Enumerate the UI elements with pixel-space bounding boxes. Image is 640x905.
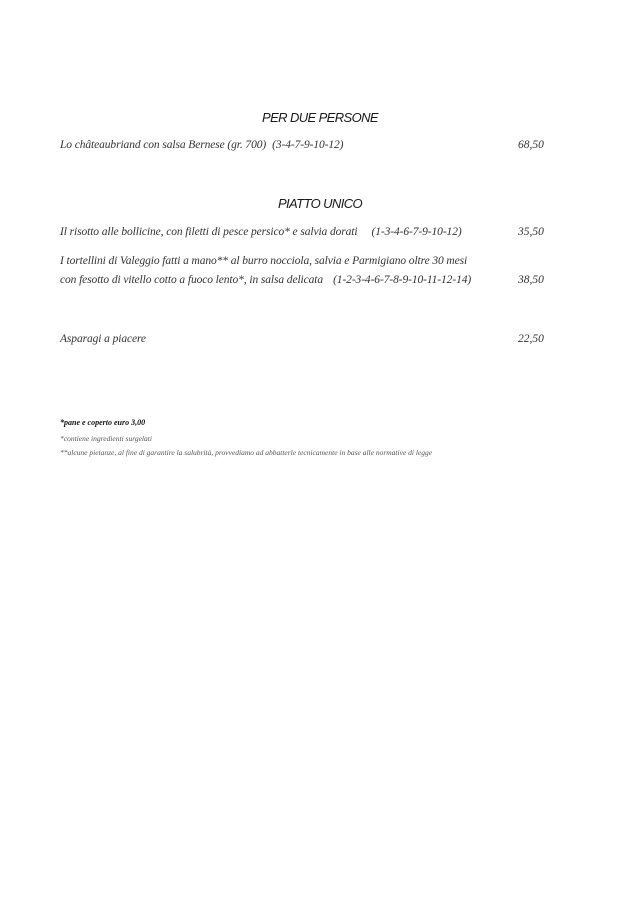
menu-item-risotto <box>60 226 462 238</box>
item-price: 38,50 <box>518 274 544 286</box>
item-name: Lo châteaubriand con salsa Bernese (gr. 700) <box>60 139 267 151</box>
menu-item-tortellini-line2 <box>60 274 471 286</box>
item-price: 68,50 <box>518 139 544 151</box>
item-allergens: (1-3-4-6-7-9-10-12) <box>371 226 462 238</box>
menu-item-tortellini-line1 <box>60 255 467 267</box>
section-title-per-due-persone: PER DUE PERSONE <box>262 110 378 125</box>
footnote-frozen: *contiene ingredienti surgelati <box>60 434 152 443</box>
menu-item-chateaubriand <box>60 139 343 151</box>
item-price: 35,50 <box>518 226 544 238</box>
section-title-piatto-unico: PIATTO UNICO <box>277 196 363 211</box>
item-name: Il risotto alle bollicine, con filetti di pesce persico* e salvia dorati <box>60 226 358 238</box>
footnote-cover-charge: *pane e coperto euro 3,00 <box>60 418 146 427</box>
item-name-line2: con fesotto di vitello cotto a fuoco lento*, in salsa delicata <box>60 274 324 286</box>
menu-item-asparagi <box>60 333 146 345</box>
item-price: 22,50 <box>518 333 544 345</box>
item-name-line1: I tortellini di Valeggio fatti a mano** al burro nocciola, salvia e Parmigiano oltre 30 mesi <box>60 255 468 267</box>
item-allergens: (1-2-3-4-6-7-8-9-10-11-12-14) <box>333 274 472 286</box>
item-allergens: (3-4-7-9-10-12) <box>272 139 344 151</box>
footnote-blast-chill: **alcune pietanze, al fine di garantire la salubrità, provvediamo ad abbatterle tecnicamente in base alle normative di legge <box>60 448 433 457</box>
item-name: Asparagi a piacere <box>60 333 146 345</box>
